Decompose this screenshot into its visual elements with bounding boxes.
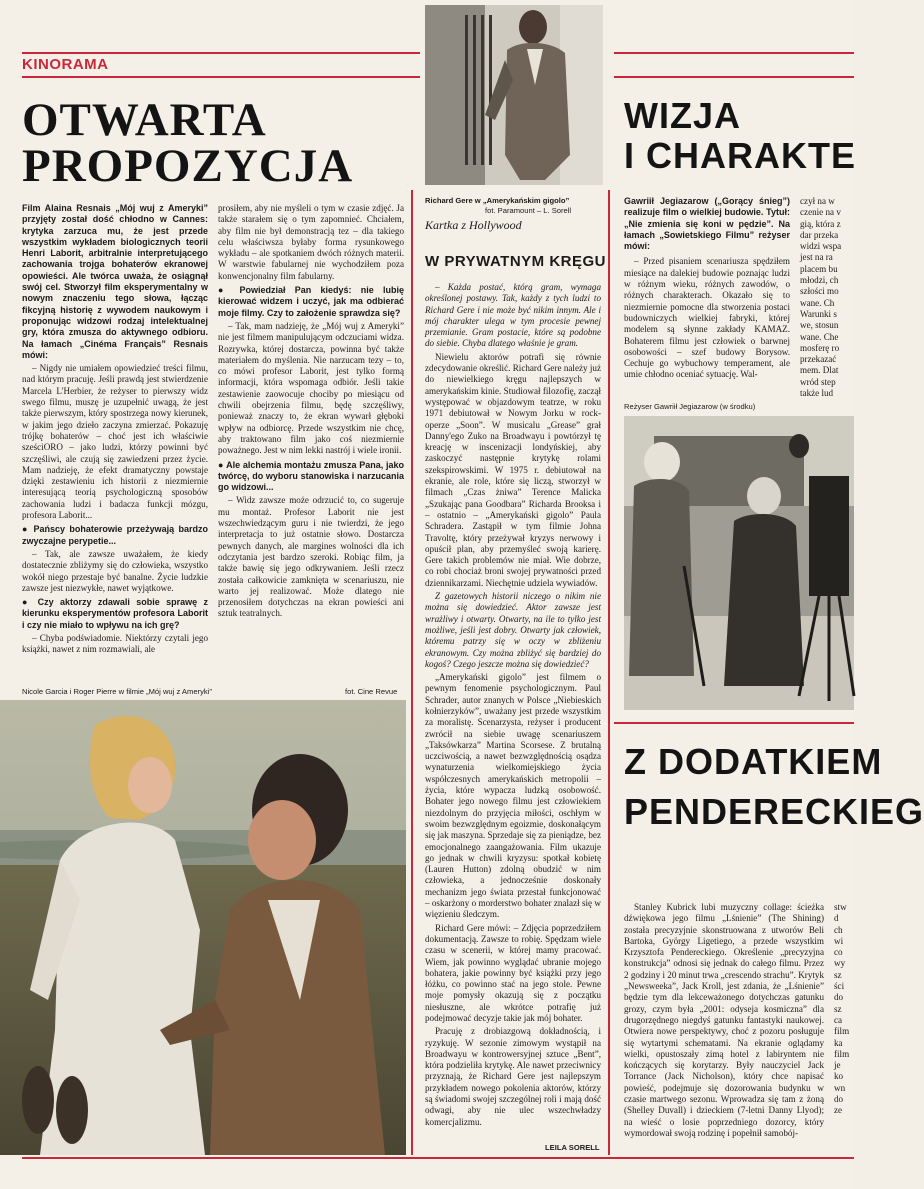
middle-right-vrule bbox=[608, 190, 610, 1155]
left-question: ● Ale alchemia montażu zmusza Pana, jako twórcę, do wyboru stanowiska i narzucania go widzowi... bbox=[218, 459, 404, 493]
right-paragraph: – Przed pisaniem scenariusza spędziłem miesiące na dalekiej budowie poznając ludzi w różnym wieku, różnych zawodów, o różnych charakterach. Okazało się to niezmiernie pomocne dla stworzenia postaci budowniczych wielkiej fabryki, której modelem są słynne zakłady KAMAZ. Bohaterem filmu jest człowiek o barwnej osobowości – szef budowy Borysow. Cechuje go wybuchowy temperament, ale umie chłodno oceniać sytuację. Wal- bbox=[624, 256, 790, 380]
cut-line: wy bbox=[834, 958, 846, 969]
rubric-top-rule bbox=[22, 52, 420, 54]
middle-paragraph: Z gazetowych historii niczego o nikim nie można się dowiedzieć. Aktor zawsze jest wrażliwy i otwarty. Otwarty, na ile to tylko jest możliwe, jeśli jest dobry. Otwarty jak człowiek, któremu patrzy się w oczy w zbliżeniu ekranowym. Czy można zbliżyć się bardziej do kogoś? Czego jeszcze można się dowiedzieć? bbox=[425, 591, 601, 669]
middle-article-body bbox=[425, 282, 601, 1137]
right-title1-line2: I CHARAKTE bbox=[624, 135, 856, 176]
middle-photo-caption: Richard Gere w „Amerykańskim gigolo” bbox=[425, 196, 570, 205]
cut-line: wn bbox=[834, 1082, 846, 1093]
left-paragraph: – Chyba podświadomie. Niektórzy czytali jego książki, nawet z nim rozmawiali, ale bbox=[22, 632, 208, 655]
middle-subtitle: W PRYWATNYM KRĘGU bbox=[425, 253, 606, 270]
left-photo-caption: Nicole Garcia i Roger Pierre w filmie „Mój wuj z Ameryki” bbox=[22, 687, 212, 696]
cut-line: wi bbox=[834, 935, 844, 946]
film-still-photo bbox=[0, 700, 406, 1155]
left-question: ● Powiedział Pan kiedyś: nie lubię kierować widzem i uczyć, jak ma odbierać moje filmy. Czy to założenie sprawdza się? bbox=[218, 285, 404, 318]
right-article2-cut-col bbox=[834, 902, 854, 1152]
right-title2-line1: Z DODATKIEM bbox=[624, 741, 883, 782]
right-article2-col bbox=[624, 902, 824, 1152]
right-title2-line2: PENDERECKIEG bbox=[624, 791, 924, 832]
cut-line: gią, która z bbox=[800, 218, 841, 229]
right-lead: Gawriił Jegiazarow („Gorący śnieg”) realizuje film o wielkiej budowie. Tytuł: „Nie zmienia się koni w pędzie”. Na łamach „Sowietskiego Filmu” reżyser mówi: bbox=[624, 196, 790, 252]
left-paragraph: – Widz zawsze może odrzucić to, co sugeruje mu montaż. Profesor Laborit nie jest wszechwiedzącym guru i nie twierdzi, że jego interpretacja to już ostatnie słowo. Dostarcza pewnych danych, ale margines wolności dla ich odczytania jest bardzo szeroki. Robiąc film, ja także bawię się jego odkrywaniem. Jeśli rzecz została całkowicie zamknięta w scenariuszu, nie warto jej realizować. Może dlatego nie przenosiłem dotychczas na ekran powieści ani sztuk teatralnych. bbox=[218, 495, 404, 619]
right-top-rule bbox=[614, 52, 854, 54]
middle-paragraph: „Amerykański gigolo” jest filmem o pewnym fenomenie psychologicznym. Paul Schrader, autor znanych w Polsce „Niebieskich kołnierzyków”, uważany jest przede wszystkim za moralistę. Scenarzysta, reżyser i producent zwrócił na siebie uwagę scenariuszem „Taksówkarza” Martina Scorsese. Z brutalną uczciwością, a nawet bezwzględnością osądza wynaturzenia wielkomiejskiego życia współczesnych amerykańskich metropolii – życia, które wypacza ludzką osobowość. Bohater jego nowego filmu jest człowiekiem niezdolnym do przyjęcia miłości, oschłym w swoim bezwzględnym egoizmie, doskonałącym się jak maszyna. Sprzedaje się za pieniądze, bez emocjonalnego zaangażowania. Film ukazuje go jednak w chwili kryzysu: spotkał kobietę (Lauren Hutton) zdolną obudzić w nim człowieka, a jednocześnie doskonały mechanizm jego świata przestał funkcjonować – oskarżony o morderstwo bohater znalazł się w więzieniu śledczym. bbox=[425, 672, 601, 920]
cut-line: co bbox=[834, 947, 843, 958]
left-title-line1: OTWARTA bbox=[22, 94, 267, 146]
cut-line: czenie na v bbox=[800, 207, 841, 218]
cut-line: jest na ra bbox=[800, 252, 833, 263]
right-paragraph: Stanley Kubrick lubi muzyczny collage: ścieżka dźwiękowa jego filmu „Lśnienie” (The Shining) została precyzyjnie skonstruowana z utworów Beli Bartoka, György Ligetiego, a przede wszystkim Krzysztofa Pendereckiego. Określenie „precyzyjna konstrukcja” odnosi się jednak do całego filmu. Przez 2 godziny i 20 minut trwa „crescendo strachu”. Krytyk „Newsweeka”, Jack Kroll, jest zdania, że „Lśnienie” będzie tym dla lekceważonego dotychczas gatunku grozy, czym była „2001: odyseja kosmiczna” dla drugorzędnego niegdyś gatunku fantastyki naukowej. Otwiera nowe perspektywy, choć z pozoru posługuje się wytartymi schematami. Na ekranie oglądamy wielki, opustoszały zimą hotel z labiryntem nie kończących się korytarzy. Były nauczyciel Jack Torrance (Jack Nicholson), który chce napisać powieść, podejmuje się dozorowania budynku w czasie martwego sezonu. Wprowadza się tam z żoną (Shelley Duvall) i dzieckiem (7-letni Danny Llyod); na wieść o losie poprzedniego dozorcy, który wymordował swoją rodzinę i popełnił samobój- bbox=[624, 902, 824, 1138]
rubric-bottom-rule bbox=[22, 76, 420, 78]
rubric-label: KINORAMA bbox=[22, 56, 109, 73]
cut-line: wród step bbox=[800, 376, 836, 387]
left-paragraph: prosiłem, aby nie myśleli o tym w czasie zdjęć. Ja także starałem się o tym zapomnieć. Chciałem, aby film nie był demonstracją tez – dla takiego celu właściwsza byłaby forma rysunkowego wykładu – ale spotkaniem dwóch różnych materii. W warstwie fabularnej nie wychodziłem poza konwencjonalny film fabularny. bbox=[218, 203, 404, 281]
right-top-rule-2 bbox=[614, 76, 854, 78]
cut-line: ch bbox=[834, 924, 843, 935]
left-paragraph: – Tak, mam nadzieję, że „Mój wuj z Ameryki” nie jest filmem manipulującym odczuciami widza. Rozrywka, której dostarcza, powinna być także materiałem do myślenia. Nie narzucam tezy – to, co mówi profesor Laborit, jest tylko formą informacji, która wspomaga odbiór. Jeśli takie zestawienie zaowocuje chociby po miesiącu od chwili obejrzenia filmu, będę szczęśliwy, ponieważ znaczy to, że ekran wywarł głęboki wpływ na odbiorcę. Przede wszystkim nie chcę, aby traktowano film jako coś niezmiernie poważnego. Jest w nim lekki nastrój i wiele ironii. bbox=[218, 320, 404, 456]
right-mid-rule bbox=[614, 722, 854, 724]
cut-line: ca bbox=[834, 1014, 843, 1025]
cut-line: dar przeka bbox=[800, 229, 839, 240]
cut-line: sz bbox=[834, 1003, 842, 1014]
cut-line: mem. Dlat bbox=[800, 365, 839, 376]
cut-line: widzi wspa bbox=[800, 241, 842, 252]
middle-kicker: Kartka z Hollywood bbox=[425, 218, 522, 232]
cut-line: także lud bbox=[800, 388, 834, 399]
middle-paragraph: Pracuję z drobiazgową dokładnością, i ryzykuję. W sezonie zimowym wystąpił na Broadwayu w kontrowersyjnej sztuce „Bent”, która podzieliła krytykę. Ale nawet przeciwnicy przyznają, że Richard Gere jest najlepszym przykładem nowego pokolenia aktorów, którzy są świadomi swojej szczególnej roli i mają dość odwagi, aby nie ulec wszechwładzy komercjalizmu. bbox=[425, 1026, 601, 1127]
cut-line: ka bbox=[834, 1037, 843, 1048]
cut-line: szłości mo bbox=[800, 286, 839, 297]
middle-photo-credit: fot. Paramount – L. Sorell bbox=[485, 206, 572, 215]
cut-line: we, stosun bbox=[800, 320, 839, 331]
director-photo bbox=[624, 416, 854, 710]
cut-line: wane. Ch bbox=[800, 297, 835, 308]
right-photo-caption: Reżyser Gawriił Jegiazarow (w środku) bbox=[624, 402, 756, 411]
left-paragraph: – Nigdy nie umiałem opowiedzieć treści filmu, nad którym pracuję. Jeśli prawdą jest stwierdzenie Marcela L'Herbier, że reżyser to pierwszy widz swego filmu, muszę je uzupełnić uwagą, że jest także pierwszym, który spostrzega nowy kierunek, w jakim jego dzieło zaczyna zmierzać. Pokazuję trójkę bohaterów – choć jest ich właściwie sześciORO – jako ludzi, którzy powinni być szczęśliwi, ale czują się zawiedzeni przez życie. Mam nadzieję, że efekt dramatyczny powstaje dzięki zestawieniu ich historii z niezmiernie interesującą teorią psychologiczną sposobów zachowania ludzi i badaczа funkcji mózgu, profesora Laborit... bbox=[22, 363, 208, 521]
cut-line: do bbox=[834, 992, 844, 1003]
left-lead: Film Alaina Resnais „Mój wuj z Ameryki” przyjęty został dość chłodno w Cannes: krytyka zarzuca mu, że jest przede wszystkim wykładem biologicznych teorii Henri Laborit, arbitralnie interpretującego zachowania trojga bohaterów ekranowej opowieści. Ale twórca uważa, że osiągnął swój cel. Stworzył film eksperymentalny w nowym znaczeniu tego słowa, łącząc fikcyjną historię z wywodem naukowym i proponując widzowi rodzaj intelektualnej gry, która zmusza do aktywnego odbioru. Na łamach „Cinéma Français” Resnais mówi: bbox=[22, 203, 208, 360]
middle-left-vrule bbox=[411, 190, 413, 1155]
cut-line: ści bbox=[834, 981, 845, 992]
cut-line: przekazać bbox=[800, 354, 837, 365]
cut-line: Warunki s bbox=[800, 308, 837, 319]
cut-line: ko bbox=[834, 1071, 844, 1082]
left-article-col1 bbox=[22, 203, 208, 673]
cut-line: placem bu bbox=[800, 263, 838, 274]
bottom-rule bbox=[22, 1157, 854, 1159]
cut-line: je bbox=[834, 1060, 841, 1071]
cut-line: film bbox=[834, 1048, 850, 1059]
cut-line: do bbox=[834, 1094, 844, 1105]
left-title-line2: PROPOZYCJA bbox=[22, 140, 354, 192]
left-question: ● Czy aktorzy zdawali sobie sprawę z kierunku eksperymentów profesora Laborit i czy nie miało to wpływu na ich grę? bbox=[22, 597, 208, 630]
cut-line: sz bbox=[834, 969, 842, 980]
right-title1-line1: WIZJA bbox=[624, 95, 741, 136]
left-question: ● Pańscy bohaterowie przeżywają bardzo zwyczajne perypetie... bbox=[22, 524, 208, 546]
cut-line: wane. Che bbox=[800, 331, 839, 342]
right-article1-cut-col bbox=[800, 196, 854, 399]
left-photo-credit: fot. Cine Revue bbox=[345, 687, 398, 696]
middle-signature: LEILA SORELL bbox=[545, 1143, 600, 1152]
cut-line: stw bbox=[834, 902, 847, 912]
left-paragraph: – Tak, ale zawsze uważałem, że kiedy dostatecznie zbliżymy się do człowieka, wszystko wokół niego przestaje być banalne. Życie ludzkie zawsze jest niezwykłe, nawet wyjątkowe. bbox=[22, 548, 208, 593]
richard-gere-photo bbox=[425, 5, 603, 185]
cut-line: mosferę ro bbox=[800, 342, 840, 353]
middle-paragraph: Richard Gere mówi: – Zdjęcia poprzedziłem dokumentacją. Zawsze to robię. Spędzam wiele czasu w scenerii, w której mamy pracować. Wiem, jak powinno wyglądać ubranie mojego bohatera, jakie powinny być książki przy jego łóżku, co powinno stać na jego stole. Pewne moje pomysły okazują się z początku niesłuszne, ale wkrótce potrafię już podejmować decyzje takie jak mój bohater. bbox=[425, 922, 601, 1023]
cut-line: młodzi, ch bbox=[800, 275, 839, 286]
middle-paragraph: Niewielu aktorów potrafi się równie zdecydowanie określić. Richard Gere należy już do niewielkiego kręgu najlepszych w amerykańskim kinie. Studiował filozofię, zaczął występować w objazdowym teatrze, w roku 1971 debiutował w Nowym Jorku w rock-operze „Soon”. W musicalu „Grease” grał Danny'ego Zuko na Broadwayu i powtórzył tę kreację w inscenizacji londyńskiej, aby zaskoczyć następnie krytykę rolami szekspirowskimi. W 1975 r. debiutował na ekranie, ale role, które się liczą, stworzył w filmach „Czas żniwa” Terence Malicka „Szukając pana Goodbara” Richarda Brooksa i – ostatnio – „Amerykański gigolo” Paula Schradera. Zastąpił w tym filmie Johna Travoltę, który przeżywał kryzys nerwowy i opuścił plan, aby przemyśleć swoją karierę. Gere takich problemów nie miał. Wie dobrze, co robi chociaż broni swojej prywatności przed dziennikarzami. Niechętnie udziela wywiadów. bbox=[425, 351, 601, 588]
cut-line: ze bbox=[834, 1105, 843, 1116]
cut-line: d bbox=[834, 913, 839, 924]
middle-paragraph: – Każda postać, którą gram, wymaga określonej postawy. Tak, każdy z tych ludzi to Richard Gere i nie może być nikim innym. Ale i mój charakter ulega w tym procesie pewnej przemianie. Gram postacie, które są podobne do siebie. Chyba dlatego właśnie je gram. bbox=[425, 282, 601, 349]
left-article-col2 bbox=[218, 203, 404, 673]
right-article1-col bbox=[624, 196, 790, 394]
cut-line: czył na w bbox=[800, 196, 835, 206]
cut-line: film bbox=[834, 1026, 850, 1037]
